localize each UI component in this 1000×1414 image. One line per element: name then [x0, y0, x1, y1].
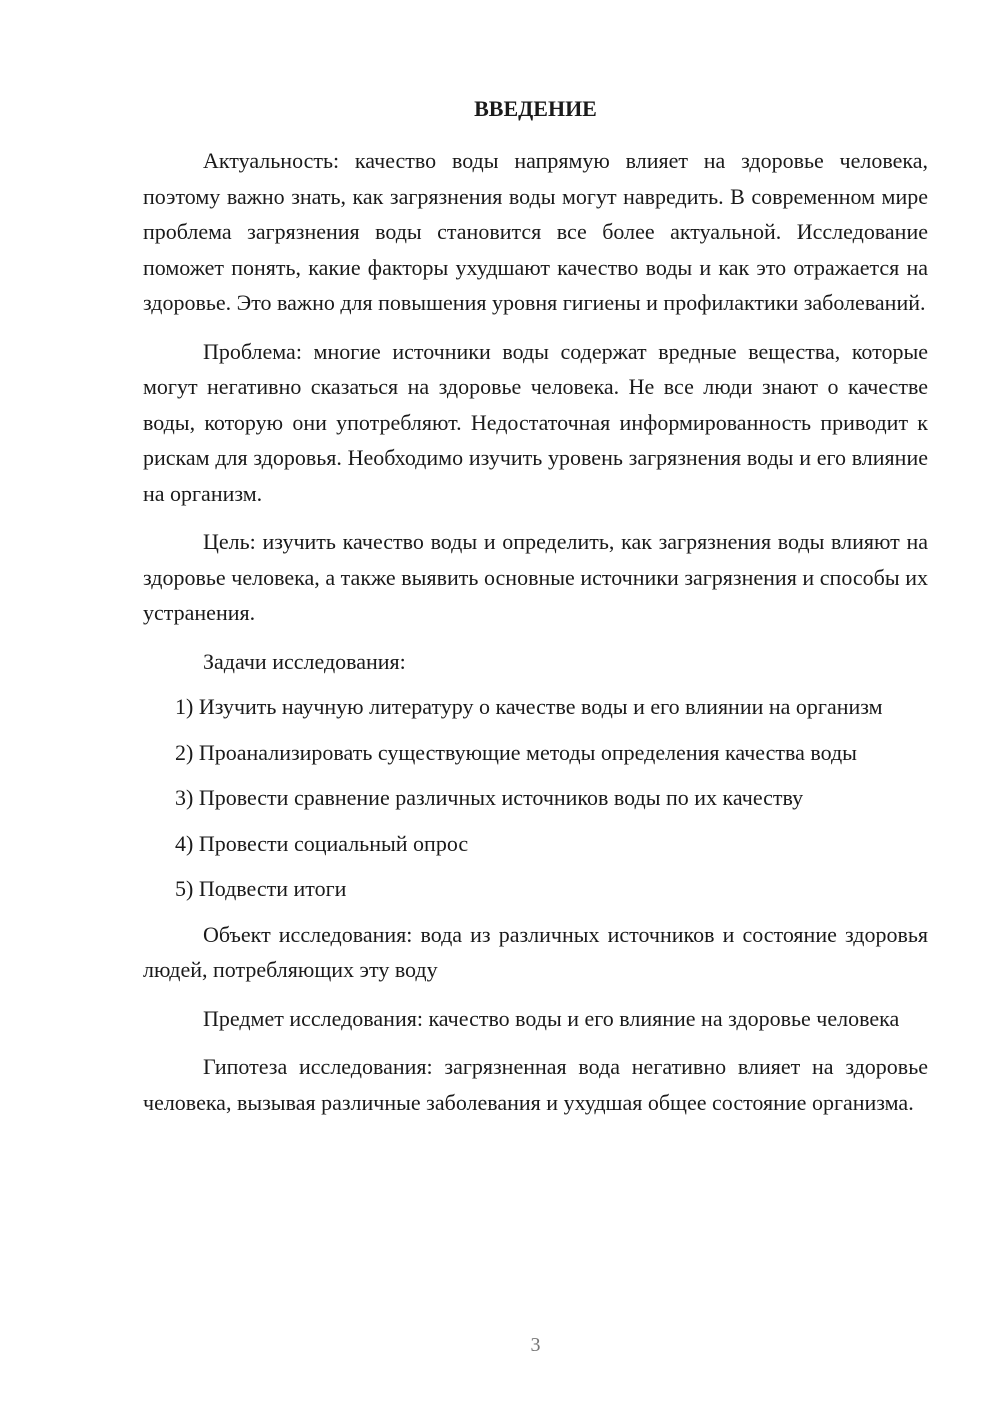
paragraph-hypothesis: Гипотеза исследования: загрязненная вода негативно влияет на здоровье человека, вызывая различные заболевания и ухудшая общее состояние организма. — [143, 1054, 928, 1115]
task-item-1: 1) Изучить научную литературу о качестве воды и его влиянии на организм — [175, 694, 883, 719]
task-item-2: 2) Проанализировать существующие методы определения качества воды — [175, 739, 857, 765]
paragraph-problem: Проблема: многие источники воды содержат вредные вещества, которые могут негативно сказаться на здоровье человека. Не все люди знают о качестве воды, которую они употребляют. Недостаточная информированность приводит к рискам для здоровья. Необходимо изучить уровень загрязнения воды и его влияние на организм. — [143, 338, 928, 506]
document-body — [143, 143, 928, 1133]
paragraph-relevance: Актуальность: качество воды напрямую влияет на здоровье человека, поэтому важно знать, как загрязнения воды могут навредить. В современном мире проблема загрязнения воды становится все более актуальной. Исследование поможет понять, какие факторы ухудшают качество воды и как это отражается на здоровье. Это важно для повышения уровня гигиены и профилактики заболеваний. — [143, 148, 928, 315]
task-item-3: 3) Провести сравнение различных источников воды по их качеству — [175, 785, 804, 810]
document-page — [143, 0, 928, 1414]
tasks-heading: Задачи исследования: — [203, 648, 406, 674]
task-item-4: 4) Провести социальный опрос — [175, 830, 469, 856]
tasks-list — [143, 689, 928, 907]
paragraph-goal: Цель: изучить качество воды и определить, как загрязнения воды влияют на здоровье человека, а также выявить основные источники загрязнения и способы их устранения. — [143, 529, 928, 625]
paragraph-object: Объект исследования: вода из различных источников и состояние здоровья людей, потребляющих эту воду — [143, 921, 928, 982]
page-number: 3 — [530, 1334, 541, 1356]
page-title: ВВЕДЕНИЕ — [474, 96, 597, 121]
task-item-5: 5) Подвести итоги — [175, 876, 347, 901]
paragraph-subject: Предмет исследования: качество воды и его влияние на здоровье человека — [203, 1005, 900, 1031]
